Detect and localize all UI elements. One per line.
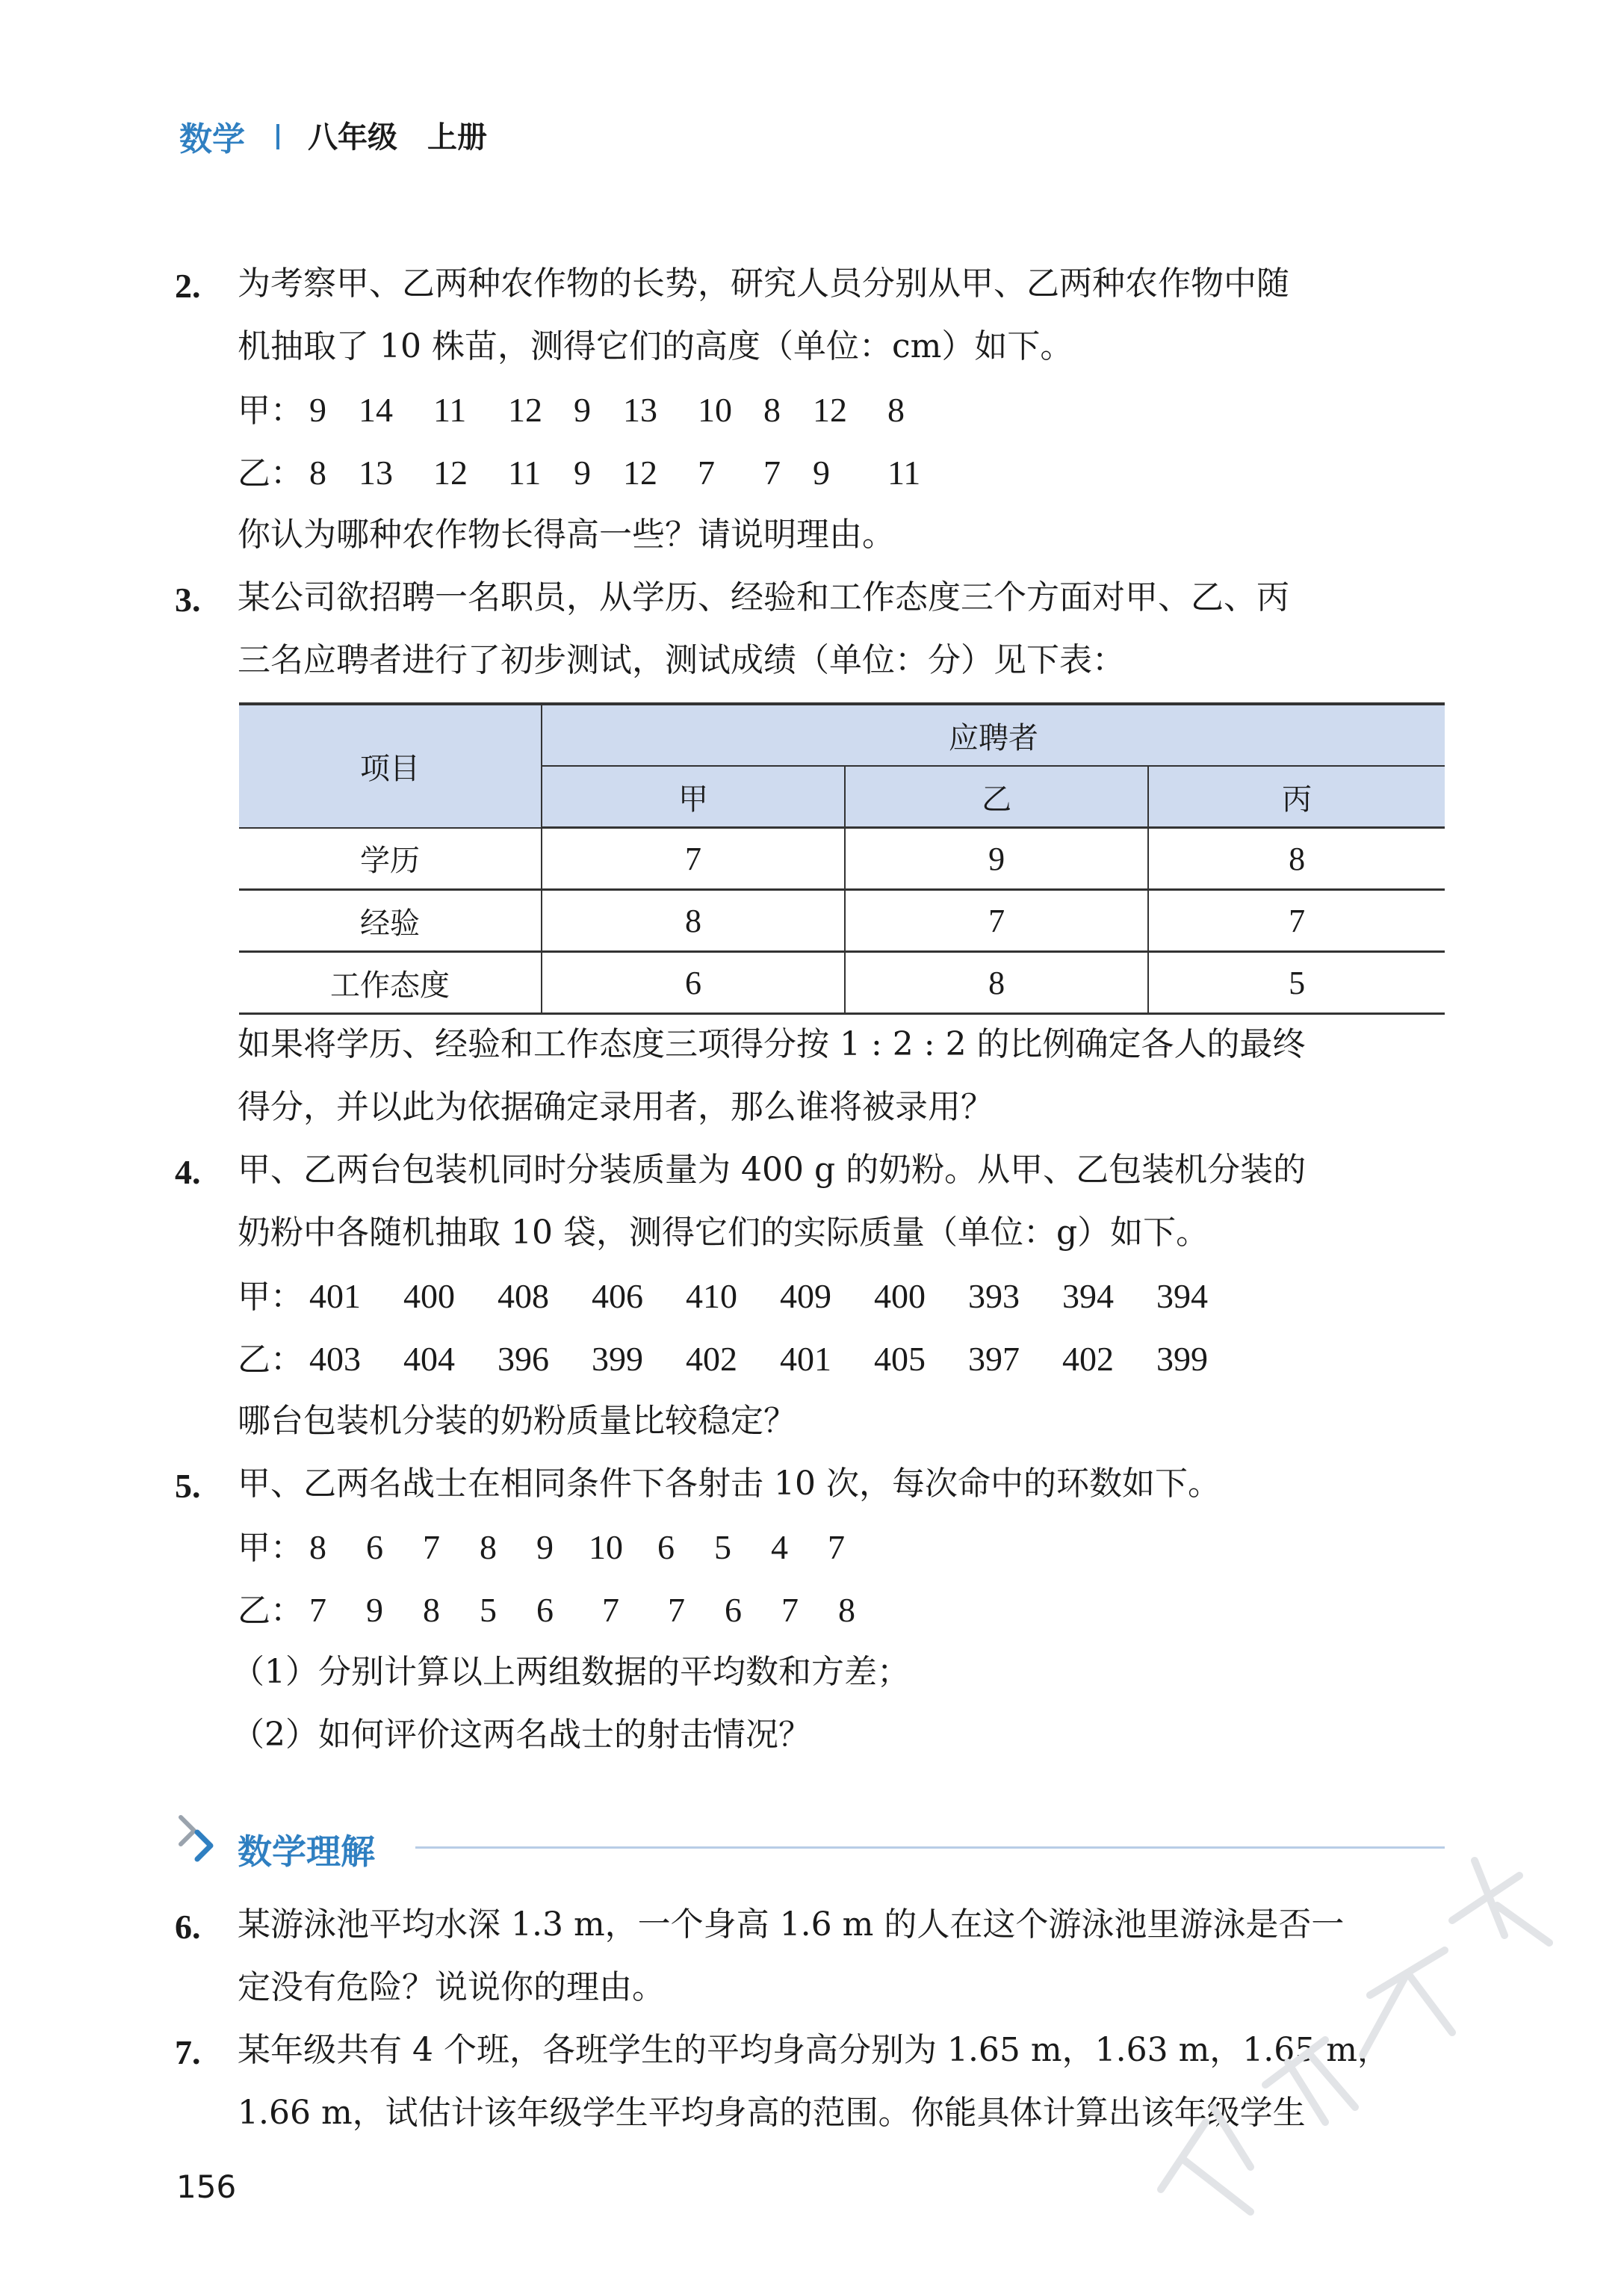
table-cell: 7 bbox=[1148, 890, 1445, 952]
value: 11 bbox=[508, 454, 542, 492]
value: 10 bbox=[698, 391, 732, 429]
value: 8 bbox=[423, 1591, 440, 1629]
value: 408 bbox=[498, 1277, 549, 1315]
problem-2-line1: 为考察甲、乙两种农作物的长势，研究人员分别从甲、乙两种农作物中随 bbox=[238, 265, 1289, 303]
table-cell: 7 bbox=[542, 828, 845, 890]
problem-4-line1: 甲、乙两台包装机同时分装质量为 400 g 的奶粉。从甲、乙包装机分装的 bbox=[238, 1151, 1307, 1189]
problem-5-yi-row bbox=[238, 1591, 855, 1630]
value: 410 bbox=[686, 1277, 737, 1315]
table-cell: 8 bbox=[542, 890, 845, 952]
row-label: 乙： bbox=[238, 1592, 303, 1630]
table-cell: 8 bbox=[845, 952, 1148, 1014]
value: 12 bbox=[508, 391, 542, 429]
value: 13 bbox=[623, 391, 657, 429]
value: 400 bbox=[403, 1277, 455, 1315]
problem-7-number: 7. bbox=[175, 2033, 201, 2071]
value: 400 bbox=[874, 1277, 926, 1315]
value: 8 bbox=[763, 391, 781, 429]
value: 8 bbox=[887, 391, 905, 429]
section-title: 数学理解 bbox=[238, 1831, 375, 1872]
score-table bbox=[239, 702, 1445, 1015]
table-corner-header: 项目 bbox=[239, 704, 542, 828]
problem-5-line1: 甲、乙两名战士在相同条件下各射击 10 次，每次命中的环数如下。 bbox=[238, 1465, 1221, 1503]
value: 14 bbox=[359, 391, 393, 429]
value: 404 bbox=[403, 1340, 455, 1378]
value: 397 bbox=[968, 1340, 1020, 1378]
problem-6-line2: 定没有危险？说说你的理由。 bbox=[238, 1968, 665, 2006]
value: 7 bbox=[668, 1591, 685, 1629]
value: 9 bbox=[536, 1528, 554, 1566]
value: 12 bbox=[813, 391, 847, 429]
page-number: 156 bbox=[176, 2168, 237, 2205]
table-cell: 7 bbox=[845, 890, 1148, 952]
problem-5-subquestion-2: （2）如何评价这两名战士的射击情况？ bbox=[232, 1716, 811, 1754]
problem-3-after-line2: 得分，并以此为依据确定录用者，那么谁将被录用？ bbox=[238, 1088, 994, 1126]
header-volume: 上册 bbox=[427, 120, 487, 155]
value: 399 bbox=[592, 1340, 643, 1378]
value: 9 bbox=[813, 454, 830, 492]
value: 9 bbox=[574, 454, 591, 492]
value: 13 bbox=[359, 454, 393, 492]
problem-6-number: 6. bbox=[175, 1908, 201, 1946]
value: 396 bbox=[498, 1340, 549, 1378]
table-cell: 8 bbox=[1148, 828, 1445, 890]
row-label: 乙： bbox=[238, 1341, 303, 1379]
chevron-right-icon bbox=[175, 1810, 235, 1870]
value: 402 bbox=[686, 1340, 737, 1378]
header-separator bbox=[276, 124, 279, 149]
problem-4-jia-row bbox=[238, 1279, 1208, 1314]
table-row bbox=[239, 952, 1445, 1014]
table-row-label: 工作态度 bbox=[239, 952, 542, 1014]
problem-4-number: 4. bbox=[175, 1153, 201, 1191]
problem-7-line1: 某年级共有 4 个班，各班学生的平均身高分别为 1.65 m，1.63 m，1.65 m， bbox=[238, 2031, 1390, 2069]
problem-2-question: 你认为哪种农作物长得高一些？请说明理由。 bbox=[238, 516, 895, 554]
problem-3-line1: 某公司欲招聘一名职员，从学历、经验和工作态度三个方面对甲、乙、丙 bbox=[238, 578, 1289, 616]
value: 7 bbox=[698, 454, 715, 492]
value: 11 bbox=[433, 391, 467, 429]
row-label: 甲： bbox=[238, 1529, 303, 1567]
table-row-label: 学历 bbox=[239, 828, 542, 890]
problem-3-line2: 三名应聘者进行了初步测试，测试成绩（单位：分）见下表： bbox=[238, 641, 1125, 679]
value: 393 bbox=[968, 1277, 1020, 1315]
problem-3-after-line1: 如果将学历、经验和工作态度三项得分按 1 : 2 : 2 的比例确定各人的最终 bbox=[238, 1025, 1306, 1063]
value: 394 bbox=[1156, 1277, 1208, 1315]
table-column-header: 甲 bbox=[542, 766, 845, 828]
table-row-label: 经验 bbox=[239, 890, 542, 952]
value: 9 bbox=[574, 391, 591, 429]
header-subject: 数学 bbox=[179, 120, 245, 158]
value: 7 bbox=[309, 1591, 326, 1629]
table-group-header: 应聘者 bbox=[542, 704, 1445, 766]
value: 401 bbox=[309, 1277, 361, 1315]
value: 403 bbox=[309, 1340, 361, 1378]
table-row bbox=[239, 828, 1445, 890]
table-cell: 9 bbox=[845, 828, 1148, 890]
problem-5-subquestion-1: （1）分别计算以上两组数据的平均数和方差； bbox=[232, 1653, 910, 1691]
header-grade: 八年级 bbox=[308, 120, 397, 155]
value: 11 bbox=[887, 454, 921, 492]
value: 7 bbox=[781, 1591, 799, 1629]
watermark-image bbox=[1101, 1771, 1579, 2249]
value: 401 bbox=[780, 1340, 831, 1378]
row-label: 甲： bbox=[238, 392, 303, 430]
value: 12 bbox=[433, 454, 468, 492]
value: 10 bbox=[589, 1528, 623, 1566]
problem-2-jia-row bbox=[238, 391, 905, 430]
value: 8 bbox=[309, 1528, 326, 1566]
table-column-header: 丙 bbox=[1148, 766, 1445, 828]
value: 399 bbox=[1156, 1340, 1208, 1378]
table-row bbox=[239, 890, 1445, 952]
problem-2-yi-row bbox=[238, 456, 920, 490]
problem-6-line1: 某游泳池平均水深 1.3 m，一个身高 1.6 m 的人在这个游泳池里游泳是否一 bbox=[238, 1905, 1345, 1944]
problem-5-number: 5. bbox=[175, 1467, 201, 1505]
value: 6 bbox=[657, 1528, 675, 1566]
value: 5 bbox=[714, 1528, 731, 1566]
value: 405 bbox=[874, 1340, 926, 1378]
problem-4-question: 哪台包装机分装的奶粉质量比较稳定？ bbox=[238, 1402, 796, 1440]
value: 6 bbox=[725, 1591, 742, 1629]
problem-4-yi-row bbox=[238, 1340, 1208, 1379]
value: 8 bbox=[838, 1591, 855, 1629]
problem-3-number: 3. bbox=[175, 581, 201, 619]
value: 6 bbox=[366, 1528, 383, 1566]
value: 402 bbox=[1062, 1340, 1114, 1378]
value: 7 bbox=[828, 1528, 845, 1566]
problem-4-line2: 奶粉中各随机抽取 10 袋，测得它们的实际质量（单位：g）如下。 bbox=[238, 1214, 1209, 1252]
value: 7 bbox=[763, 454, 781, 492]
value: 12 bbox=[623, 454, 657, 492]
problem-7-line2: 1.66 m，试估计该年级学生平均身高的范围。你能具体计算出该年级学生 bbox=[238, 2094, 1306, 2132]
problem-5-jia-row bbox=[238, 1530, 845, 1565]
row-label: 乙： bbox=[238, 454, 303, 492]
value: 9 bbox=[366, 1591, 383, 1629]
value: 7 bbox=[602, 1591, 619, 1629]
problem-2-number: 2. bbox=[175, 267, 201, 305]
table-cell: 6 bbox=[542, 952, 845, 1014]
value: 6 bbox=[536, 1591, 554, 1629]
row-label: 甲： bbox=[238, 1278, 303, 1316]
value: 4 bbox=[771, 1528, 788, 1566]
value: 8 bbox=[309, 454, 326, 492]
table-cell: 5 bbox=[1148, 952, 1445, 1014]
value: 8 bbox=[480, 1528, 497, 1566]
value: 394 bbox=[1062, 1277, 1114, 1315]
value: 7 bbox=[423, 1528, 440, 1566]
value: 406 bbox=[592, 1277, 643, 1315]
value: 5 bbox=[480, 1591, 497, 1629]
problem-2-line2: 机抽取了 10 株苗，测得它们的高度（单位：cm）如下。 bbox=[238, 327, 1073, 365]
table-column-header: 乙 bbox=[845, 766, 1148, 828]
value: 9 bbox=[309, 391, 326, 429]
value: 409 bbox=[780, 1277, 831, 1315]
